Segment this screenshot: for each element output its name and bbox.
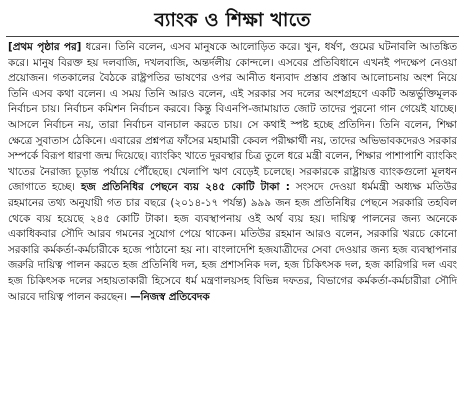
continuation-label: [প্রথম পৃষ্ঠার পর] [8,41,82,53]
article-headline: ব্যাংক ও শিক্ষা খাতে [154,9,311,31]
article-body [8,40,457,416]
paragraph-text-1: ধরেন। তিনি বলেন, এসব মানুষকে আলোড়িত করে। খুন, ধর্ষণ, গুমের ঘটনাবলি আতঙ্কিত করে। মানুষ বিরক্ত হয় দলবাজি, দখলবাজি, অন্তর্দলীয় কোন্দলে। এসবের প্রতিবিধানে এখনই পদক্ষেপ নেওয়া প্রয়োজন। গতকালের বৈঠকে রাষ্ট্রপতির ভাষণের ওপর আনীত ধন্যবাদ প্রস্তাব প্রস্তাব আলোচনায় অংশ নিয়ে তিনি এসব কথা বলেন। এ সময় তিনি আরও বলেন, এই সরকার সব দলের অংশগ্রহণে একটি অন্তর্ভুক্তিমূলক নির্বাচন চায়। নির্বাচন কমিশন নির্বাচন করবে। কিন্তু বিএনপি-জামায়াত জোট তাদের পুরনো গান গেয়েই যাচ্ছে। আসলে নির্বাচন নয়, তারা নির্বাচন বানচাল করতে চায়। সে কথাই স্পষ্ট হচ্ছে প্রতিদিন। তিনি বলেন, শিক্ষা ক্ষেত্রে সুবাতাস ঠেকিনে। এবারের প্রশ্নপত্র ফাঁসের মহামারী কেবল পরীক্ষার্থী নয়, তাদের অভিভাবকদেরও সরকার সম্পর্কে বিরূপ ধারণা জন্ম দিয়েছে। ব্যাংকিং খাতে দুরবস্থার চিত্র তুলে ধরে মন্ত্রী বলেন, শিক্ষার পাশাপাশি ব্যাংকিং খাতের নৈরাজ্য চূড়ান্ত পর্যায়ে পৌঁছেছে। খেলাপি ঋণ বেড়েই চলেছে। সরকারকে রাষ্ট্রায়ত্ত ব্যাংকগুলো মূলধন জোগাতে হচ্ছে। [8,41,457,194]
byline: —নিজস্ব প্রতিবেদক [130,290,210,303]
inline-subheading: হজ প্রতিনিধির পেছনে ব্যয় ২৪৫ কোটি টাকা : [80,181,290,194]
article-paragraph [8,40,457,305]
headline-divider [6,36,459,37]
paragraph-text-2: সংসদে দেওয়া ধর্মমন্ত্রী অধ্যক্ষ মতিউর রহমানের তথ্য অনুযায়ী গত চার বছরে (২০১৪-১৭ পর্যন্ত) ৯৯৯ জন হজ প্রতিনিধির পেছনে সরকারি তহবিল থেকে ব্যয় হয়েছে ২৪৫ কোটি টাকা। হজ ব্যবস্থাপনায় ওই অর্থ ব্যয় হয়। দায়িত্ব পালনের জন্য অনেকে একাধিকবার সৌদি আরব গমনের সুযোগ পেয়ে থাকেন। মতিউর রহমান আরও বলেন, সরকারি খরচে কোনো সরকারি কর্মকর্তা-কর্মচারীকে হজে পাঠানো হয় না। বাংলাদেশি হজযাত্রীদের সেবা দেওয়ার জন্য হজ ব্যবস্থাপনার জরুরি দায়িত্ব পালন করতে হজ প্রতিনিধি দল, হজ প্রশাসনিক দল, হজ চিকিৎসক দল, হজ কারিগরি দল এবং হজ চিকিৎসক দলের সহায়তাকারী হিসেবে ধর্ম মন্ত্রণালয়সহ বিভিন্ন দফতর, বিভাগের কর্মকর্তা-কর্মচারীরা সৌদি আরবে দায়িত্ব পালন করছেন। [8,181,457,303]
